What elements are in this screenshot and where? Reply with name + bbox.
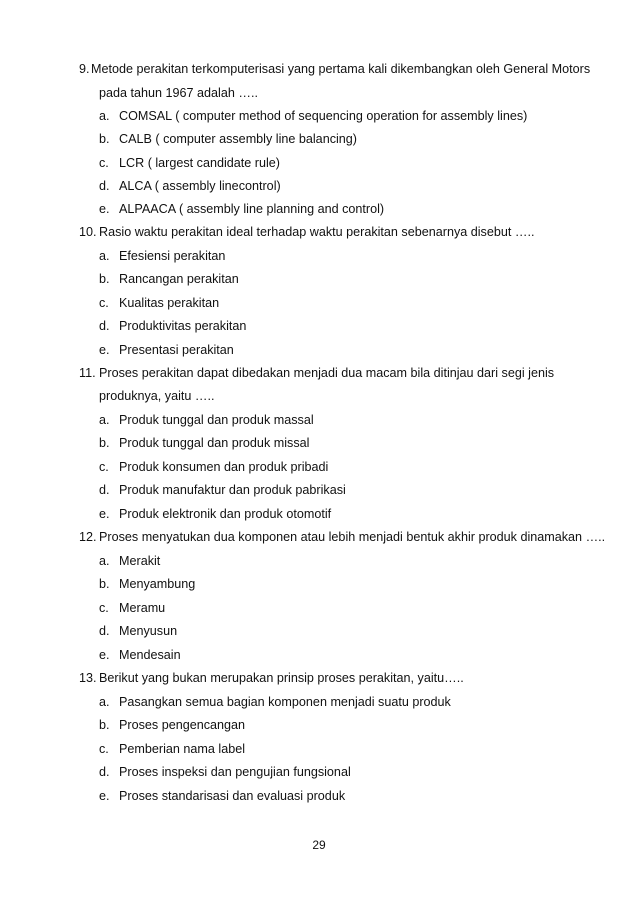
option-letter: b. (99, 718, 110, 732)
question-10 (79, 225, 599, 239)
option-b (99, 272, 239, 286)
option-text: Proses inspeksi dan pengujian fungsional (119, 765, 351, 779)
question-number: 10. (79, 225, 97, 239)
option-text: Efesiensi perakitan (119, 249, 226, 263)
option-c (99, 296, 219, 310)
option-text: Menyusun (119, 624, 178, 638)
question-text: Metode perakitan terkomputerisasi yang pertama kali dikembangkan oleh General Motors (91, 62, 591, 76)
option-letter: b. (99, 132, 110, 146)
option-d (99, 483, 346, 497)
option-letter: e. (99, 343, 110, 357)
question-12 (79, 530, 606, 544)
option-text: Proses standarisasi dan evaluasi produk (119, 789, 346, 803)
option-text: CALB ( computer assembly line balancing) (119, 132, 357, 146)
option-e (99, 507, 331, 521)
option-text: Mendesain (119, 648, 181, 662)
option-d (99, 624, 177, 638)
option-text: Menyambung (119, 577, 196, 591)
option-a (99, 109, 527, 123)
option-text: COMSAL ( computer method of sequencing operation for assembly lines) (119, 109, 528, 123)
option-text: Rancangan perakitan (119, 272, 239, 286)
option-letter: d. (99, 483, 110, 497)
option-letter: e. (99, 789, 110, 803)
question-number: 12. (79, 530, 97, 544)
option-text: Produktivitas perakitan (119, 319, 247, 333)
option-text: Proses pengencangan (119, 718, 246, 732)
option-letter: a. (99, 109, 110, 123)
option-letter: a. (99, 249, 110, 263)
option-e (99, 789, 345, 803)
question-text: Proses perakitan dapat dibedakan menjadi dua macam bila ditinjau dari segi jenis (99, 366, 555, 380)
option-text: Pemberian nama label (119, 742, 246, 756)
option-letter: a. (99, 695, 110, 709)
question-text-continued: produknya, yaitu ….. (99, 389, 215, 403)
option-letter: c. (99, 460, 109, 474)
option-letter: e. (99, 507, 110, 521)
question-9 (79, 62, 599, 76)
option-text: Presentasi perakitan (119, 343, 234, 357)
option-letter: d. (99, 624, 110, 638)
question-number: 11. (79, 366, 96, 380)
option-letter: e. (99, 648, 110, 662)
question-text: Proses menyatukan dua komponen atau lebih menjadi bentuk akhir produk dinamakan ….. (99, 530, 606, 544)
option-b (99, 577, 195, 591)
option-text: LCR ( largest candidate rule) (119, 156, 280, 170)
option-b (99, 132, 357, 146)
option-text: ALPAACA ( assembly line planning and control) (119, 202, 385, 216)
option-text: ALCA ( assembly linecontrol) (119, 179, 281, 193)
page-number: 29 (312, 838, 326, 852)
option-b (99, 436, 309, 450)
option-a (99, 554, 160, 568)
option-letter: d. (99, 765, 110, 779)
option-e (99, 648, 181, 662)
option-letter: b. (99, 577, 110, 591)
option-letter: d. (99, 319, 110, 333)
option-text: Produk tunggal dan produk missal (119, 436, 310, 450)
option-d (99, 765, 351, 779)
option-text: Produk tunggal dan produk massal (119, 413, 314, 427)
question-number: 13. (79, 671, 97, 685)
option-letter: a. (99, 413, 110, 427)
option-text: Kualitas perakitan (119, 296, 220, 310)
option-a (99, 413, 314, 427)
option-d (99, 319, 246, 333)
option-text: Pasangkan semua bagian komponen menjadi suatu produk (119, 695, 451, 709)
question-text: Rasio waktu perakitan ideal terhadap waktu perakitan sebenarnya disebut ….. (99, 225, 535, 239)
option-e (99, 202, 384, 216)
option-letter: c. (99, 296, 109, 310)
question-number: 9. (79, 62, 90, 76)
option-letter: b. (99, 436, 110, 450)
option-d (99, 179, 281, 193)
option-letter: a. (99, 554, 110, 568)
option-text: Produk elektronik dan produk otomotif (119, 507, 332, 521)
option-letter: c. (99, 156, 109, 170)
option-text: Meramu (119, 601, 166, 615)
option-c (99, 601, 165, 615)
option-a (99, 695, 451, 709)
option-letter: d. (99, 179, 110, 193)
option-a (99, 249, 225, 263)
option-letter: c. (99, 601, 109, 615)
question-11 (79, 366, 599, 380)
option-c (99, 156, 280, 170)
option-text: Merakit (119, 554, 161, 568)
option-c (99, 742, 245, 756)
question-text-continued: pada tahun 1967 adalah ….. (99, 86, 258, 100)
option-c (99, 460, 328, 474)
option-letter: c. (99, 742, 109, 756)
question-13 (79, 671, 599, 685)
question-text: Berikut yang bukan merupakan prinsip proses perakitan, yaitu….. (99, 671, 464, 685)
option-text: Produk konsumen dan produk pribadi (119, 460, 329, 474)
option-letter: e. (99, 202, 110, 216)
option-letter: b. (99, 272, 110, 286)
option-b (99, 718, 245, 732)
option-e (99, 343, 234, 357)
option-text: Produk manufaktur dan produk pabrikasi (119, 483, 346, 497)
